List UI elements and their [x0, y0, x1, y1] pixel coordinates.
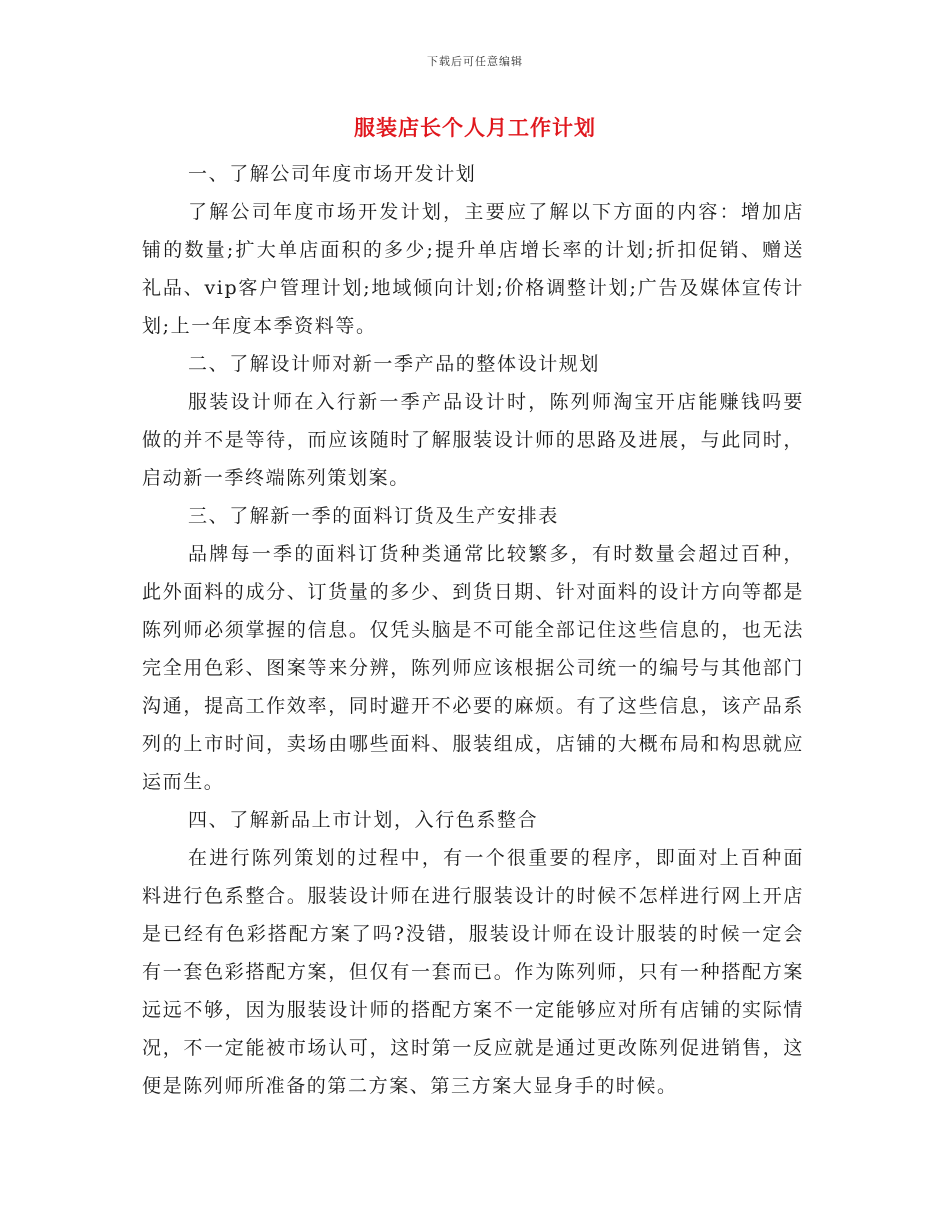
section-heading-3: 三、了解新一季的面料订货及生产安排表 — [188, 505, 559, 527]
paragraph-1: 了解公司年度市场开发计划，主要应了解以下方面的内容：增加店铺的数量;扩大单店面积的多少;提升单店增长率的计划;折扣促销、赠送礼品、vip客户管理计划;地域倾向计划;价格调整计划;广告及媒体宣传计划;上一年度本季资料等。 — [142, 201, 804, 337]
section-heading-1: 一、了解公司年度市场开发计划 — [188, 163, 477, 185]
paragraph-2: 服装设计师在入行新一季产品设计时，陈列师淘宝开店能赚钱吗要做的并不是等待，而应该随时了解服装设计师的思路及进展，与此同时，启动新一季终端陈列策划案。 — [142, 391, 804, 489]
document-body — [142, 155, 804, 1105]
section-heading-2: 二、了解设计师对新一季产品的整体设计规划 — [188, 353, 601, 375]
header-note: 下载后可任意编辑 — [427, 55, 523, 68]
paragraph-4: 在进行陈列策划的过程中，有一个很重要的程序，即面对上百种面料进行色系整合。服装设计师在进行服装设计的时候不怎样进行网上开店是已经有色彩搭配方案了吗?没错，服装设计师在设计服装的时候一定会有一套色彩搭配方案，但仅有一套而已。作为陈列师，只有一种搭配方案远远不够，因为服装设计师的搭配方案不一定能够应对所有店铺的实际情况，不一定能被市场认可，这时第一反应就是通过更改陈列促进销售，这便是陈列师所准备的第二方案、第三方案大显身手的时候。 — [142, 847, 804, 1097]
section-heading-4: 四、了解新品上市计划，入行色系整合 — [188, 809, 539, 831]
document-title: 服装店长个人月工作计划 — [354, 115, 596, 140]
paragraph-3: 品牌每一季的面料订货种类通常比较繁多，有时数量会超过百种，此外面料的成分、订货量的多少、到货日期、针对面料的设计方向等都是陈列师必须掌握的信息。仅凭头脑是不可能全部记住这些信息的，也无法完全用色彩、图案等来分辨，陈列师应该根据公司统一的编号与其他部门沟通，提高工作效率，同时避开不必要的麻烦。有了这些信息，该产品系列的上市时间，卖场由哪些面料、服装组成，店铺的大概布局和构思就应运而生。 — [142, 543, 804, 793]
